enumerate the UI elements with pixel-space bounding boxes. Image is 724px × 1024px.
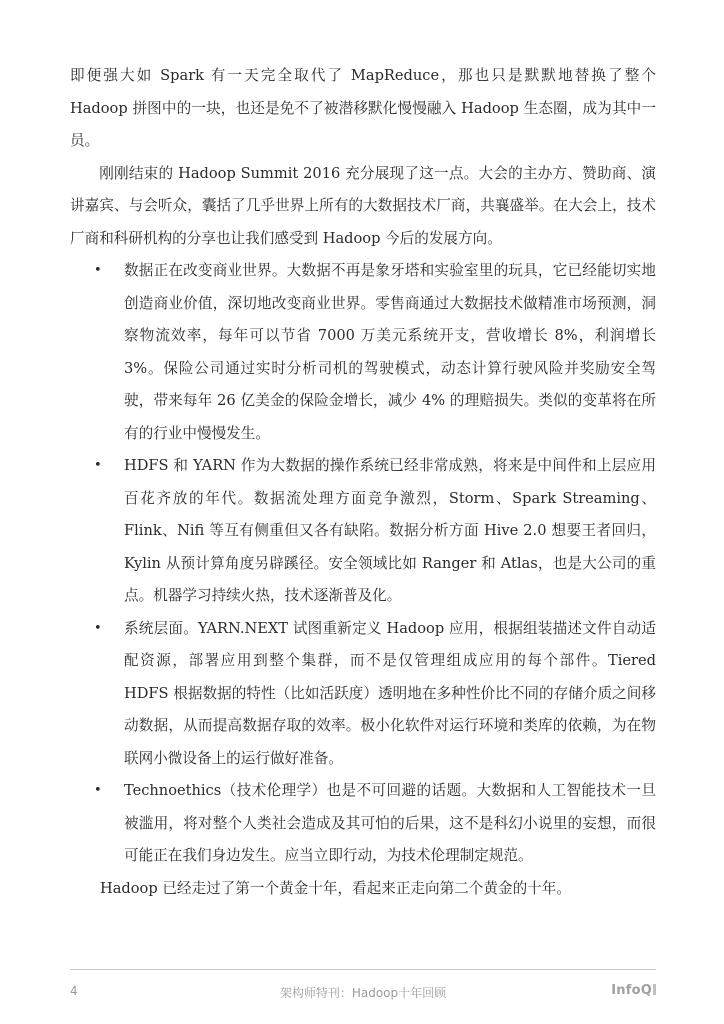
bullet-list [70, 255, 656, 873]
list-item [70, 775, 656, 873]
page-footer [70, 984, 656, 1004]
list-item [70, 255, 656, 450]
bullet-icon: • [94, 783, 102, 798]
bullet-icon: • [94, 263, 102, 278]
page-number: 4 [70, 984, 78, 998]
intro-paragraph-1: 即便强大如 Spark 有一天完全取代了 MapReduce，那也只是默默地替换了整个 Hadoop 拼图中的一块，也还是免不了被潜移默化慢慢融入 Hadoop 生态圈，成为其中一员。 [70, 67, 656, 149]
list-item-text: Technoethics（技术伦理学）也是不可回避的话题。大数据和人工智能技术一旦被滥用，将对整个人类社会造成及其可怕的后果，这不是科幻小说里的妄想，而很可能正在我们身边发生。应当立即行动，为技术伦理制定规范。 [124, 782, 656, 864]
list-item-text: HDFS 和 YARN 作为大数据的操作系统已经非常成熟，将来是中间件和上层应用百花齐放的年代。数据流处理方面竞争激烈，Storm、Spark Streaming、Flink、Nifi 等互有侧重但又各有缺陷。数据分析方面 Hive 2.0 想要王者回归，Kylin 从预计算角度另辟蹊径。安全领域比如 Ranger 和 Atlas，也是大公司的重点。机器学习持续火热，技术逐渐普及化。 [124, 457, 656, 604]
bullet-icon: • [94, 620, 102, 636]
footer-divider [70, 969, 656, 970]
running-title: 架构师特刊：Hadoop十年回顾 [279, 986, 447, 1000]
brand-name: InfoQ [611, 983, 652, 998]
infoq-logo [611, 983, 656, 998]
intro-paragraph-2: 刚刚结束的 Hadoop Summit 2016 充分展现了这一点。大会的主办方、赞助商、演讲嘉宾、与会听众，囊括了几乎世界上所有的大数据技术厂商，共襄盛举。在大会上，技术厂商和科研机构的分享也让我们感受到 Hadoop 今后的发展方向。 [70, 164, 656, 247]
bullet-icon: • [94, 458, 102, 473]
logo-accent-icon [653, 984, 656, 995]
list-item-text: 数据正在改变商业世界。大数据不再是象牙塔和实验室里的玩具，它已经能切实地创造商业价值，深切地改变商业世界。零售商通过大数据技术做精准市场预测，洞察物流效率，每年可以节省 7000 万美元系统开支，营收增长 8%，利润增长 3%。保险公司通过实时分析司机的驾驶模式，动态计算行驶风险并奖励安全驾驶，带来每年 26 亿美金的保险金增长，减少 4% 的理赔损失。类似的变革将在所有的行业中慢慢发生。 [124, 262, 656, 442]
list-item [70, 613, 656, 776]
list-item-text: 系统层面。YARN.NEXT 试图重新定义 Hadoop 应用，根据组装描述文件自动适配资源，部署应用到整个集群，而不是仅管理组成应用的每个部件。Tiered HDFS 根据数据的特性（比如活跃度）透明地在多种性价比不同的存储介质之间移动数据，从而提高数据存取的效率。极小化软件对运行环境和类库的依赖，为在物联网小微设备上的运行做好准备。 [124, 619, 656, 767]
article-body [70, 60, 656, 905]
list-item [70, 450, 656, 613]
closing-paragraph: Hadoop 已经走过了第一个黄金十年，看起来正走向第二个黄金的十年。 [100, 879, 571, 897]
